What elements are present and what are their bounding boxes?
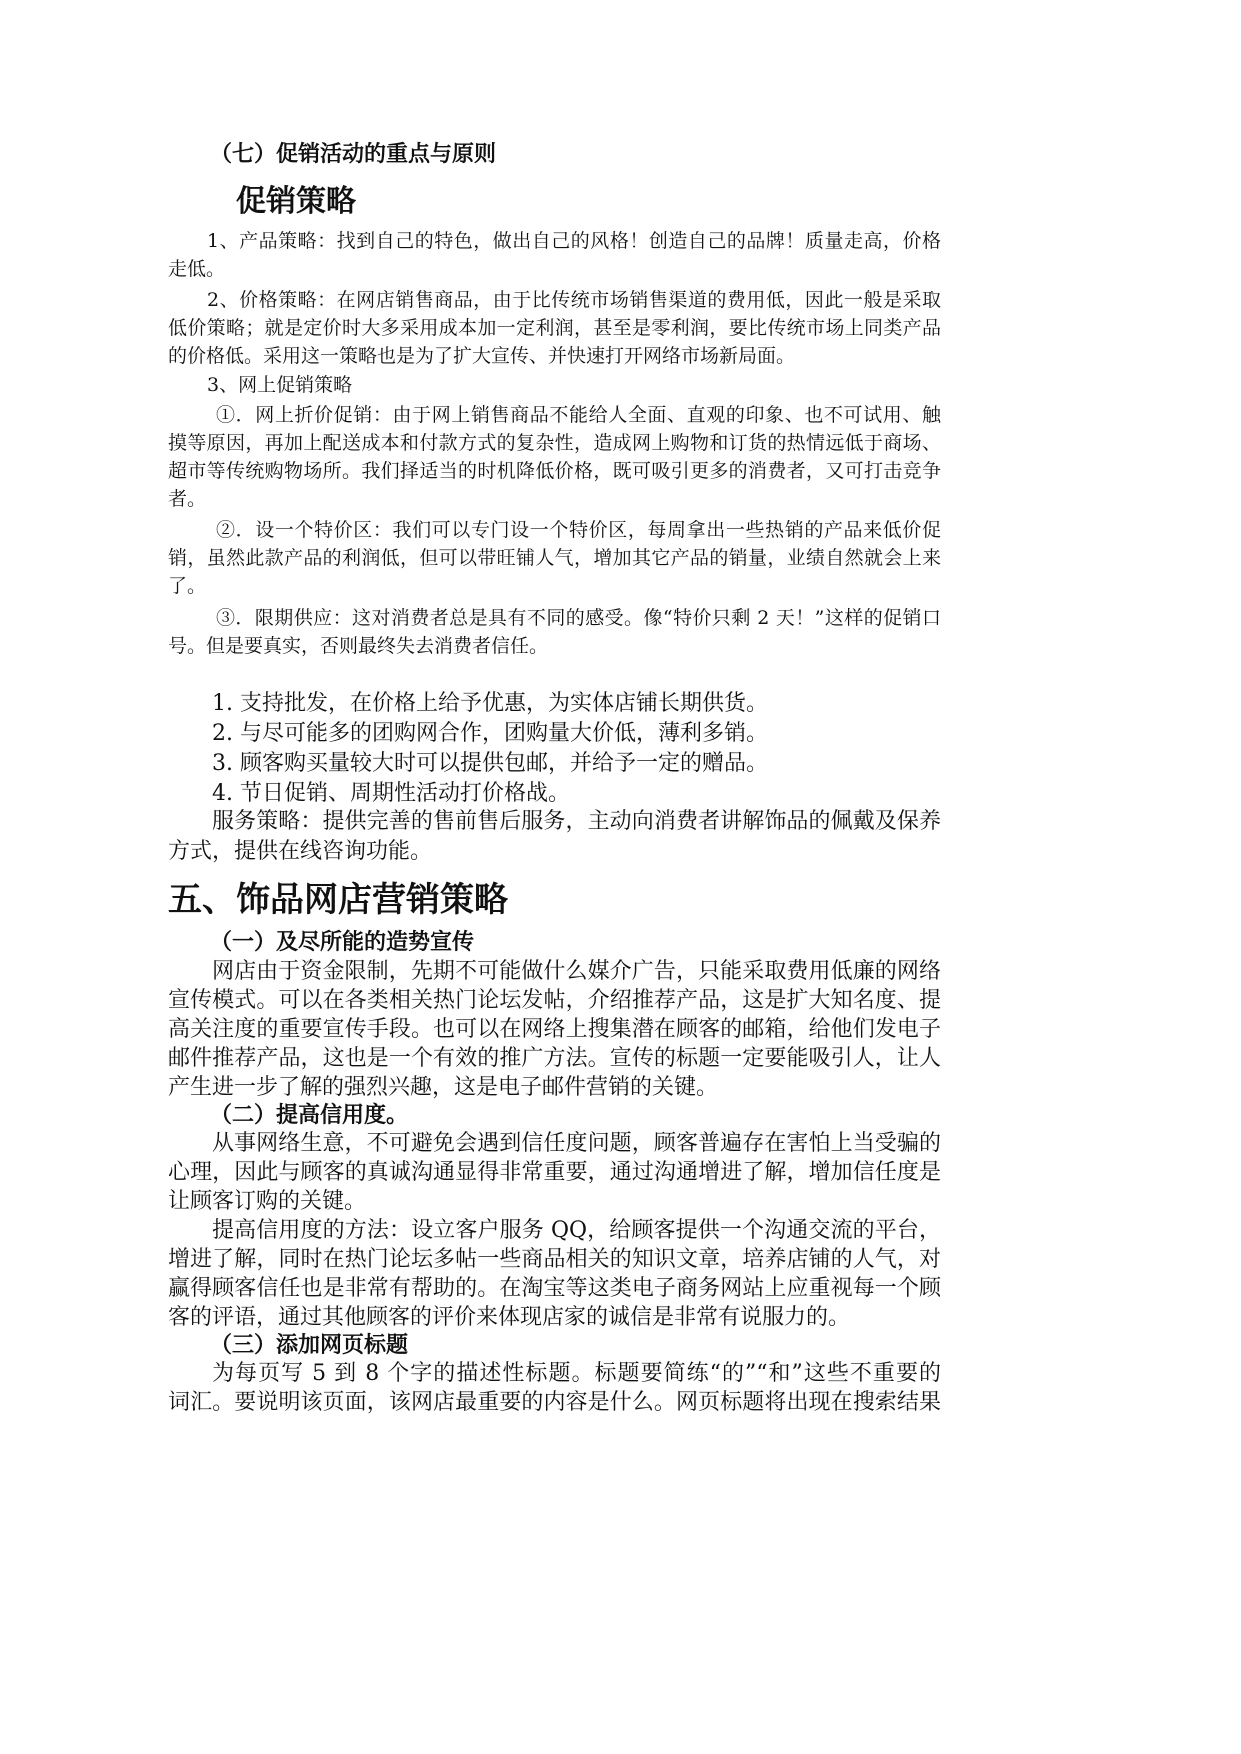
sub2-text2-line-1: 提高信用度的方法：设立客户服务 QQ，给顾客提供一个沟通交流的平台， [212,1218,941,1243]
sub3-text-line-1: 为每页写 5 到 8 个字的描述性标题。标题要简练“的”“和”这些不重要的 [212,1361,941,1386]
para-price-strategy-line-2: 低价策略；就是定价时大多采用成本加一定利润，甚至是零利润，要比传统市场上同类产品 [168,317,941,339]
sub1-text-line-5: 产生进一步了解的强烈兴趣，这是电子邮件营销的关键。 [168,1075,719,1100]
heading-promotion-strategy: 促销策略 [236,184,356,219]
sub1-text-line-2: 宣传模式。可以在各类相关热门论坛发帖，介绍推荐产品，这是扩大知名度、提 [168,988,941,1013]
list-item: 2. 与尽可能多的团购网合作，团购量大价低，薄利多销。 [212,721,768,746]
heading-seven: （七）促销活动的重点与原则 [210,141,497,167]
para-price-strategy-line-1: 2、价格策略：在网店销售商品，由于比传统市场销售渠道的费用低，因此一般是采取 [207,289,941,311]
sub1-text-line-1: 网店由于资金限制，先期不可能做什么媒介广告，只能采取费用低廉的网络 [212,959,941,984]
para-limited-supply-line-1: ③．限期供应：这对消费者总是具有不同的感受。像“特价只剩 2 天！”这样的促销口 [216,607,941,629]
list-item: 3. 顾客购买量较大时可以提供包邮，并给予一定的赠品。 [212,751,768,776]
subheading-two: （二）提高信用度。 [210,1102,409,1128]
para-special-zone-line-2: 销，虽然此款产品的利润低，但可以带旺铺人气，增加其它产品的销量，业绩自然就会上来 [168,547,941,569]
sub2-text2-line-2: 增进了解，同时在热门论坛多帖一些商品相关的知识文章，培养店铺的人气，对 [168,1247,941,1272]
sub3-text-line-2: 词汇。要说明该页面，该网店最重要的内容是什么。网页标题将出现在搜索结果 [168,1390,941,1415]
list-item: 1. 支持批发，在价格上给予优惠，为实体店铺长期供货。 [212,691,768,716]
para-special-zone-line-3: 了。 [168,575,207,597]
para-discount-line-4: 者。 [168,488,207,510]
para-online-promotion-title: 3、网上促销策略 [207,374,353,396]
para-service-strategy-line-2: 方式，提供在线咨询功能。 [168,839,433,864]
sub2-text2-line-4: 客的评语，通过其他顾客的评价来体现店家的诚信是非常有说服力的。 [168,1305,851,1330]
para-discount-line-3: 超市等传统购物场所。我们择适当的时机降低价格，既可吸引更多的消费者，又可打击竞争 [168,460,941,482]
sub1-text-line-3: 高关注度的重要宣传手段。也可以在网络上搜集潜在顾客的邮箱，给他们发电子 [168,1017,941,1042]
subheading-one: （一）及尽所能的造势宣传 [210,929,475,955]
sub1-text-line-4: 邮件推荐产品，这也是一个有效的推广方法。宣传的标题一定要能吸引人，让人 [168,1046,941,1071]
para-price-strategy-line-3: 的价格低。采用这一策略也是为了扩大宣传、并快速打开网络市场新局面。 [168,345,796,367]
para-service-strategy-line-1: 服务策略：提供完善的售前售后服务，主动向消费者讲解饰品的佩戴及保养 [212,809,941,834]
sub2-text2-line-3: 赢得顾客信任也是非常有帮助的。在淘宝等这类电子商务网站上应重视每一个顾 [168,1276,941,1301]
para-product-strategy-line-1: 1、产品策略：找到自己的特色，做出自己的风格！创造自己的品牌！质量走高，价格 [207,230,941,252]
para-limited-supply-line-2: 号。但是要真实，否则最终失去消费者信任。 [168,635,549,657]
subheading-three: （三）添加网页标题 [210,1332,409,1358]
para-special-zone-line-1: ②．设一个特价区：我们可以专门设一个特价区，每周拿出一些热销的产品来低价促 [216,519,941,541]
sub2-text-line-2: 心理，因此与顾客的真诚沟通显得非常重要，通过沟通增进了解，增加信任度是 [168,1160,941,1185]
para-discount-line-1: ①．网上折价促销：由于网上销售商品不能给人全面、直观的印象、也不可试用、触 [216,404,941,426]
list-item: 4. 节日促销、周期性活动打价格战。 [212,781,570,806]
para-product-strategy-line-2: 走低。 [168,258,226,280]
section-five-title: 五、饰品网店营销策略 [168,880,508,920]
sub2-text-line-3: 让顾客订购的关键。 [168,1189,367,1214]
sub2-text-line-1: 从事网络生意，不可避免会遇到信任度问题，顾客普遍存在害怕上当受骗的 [212,1131,941,1156]
para-discount-line-2: 摸等原因，再加上配送成本和付款方式的复杂性，造成网上购物和订货的热情远低于商场、 [168,432,941,454]
